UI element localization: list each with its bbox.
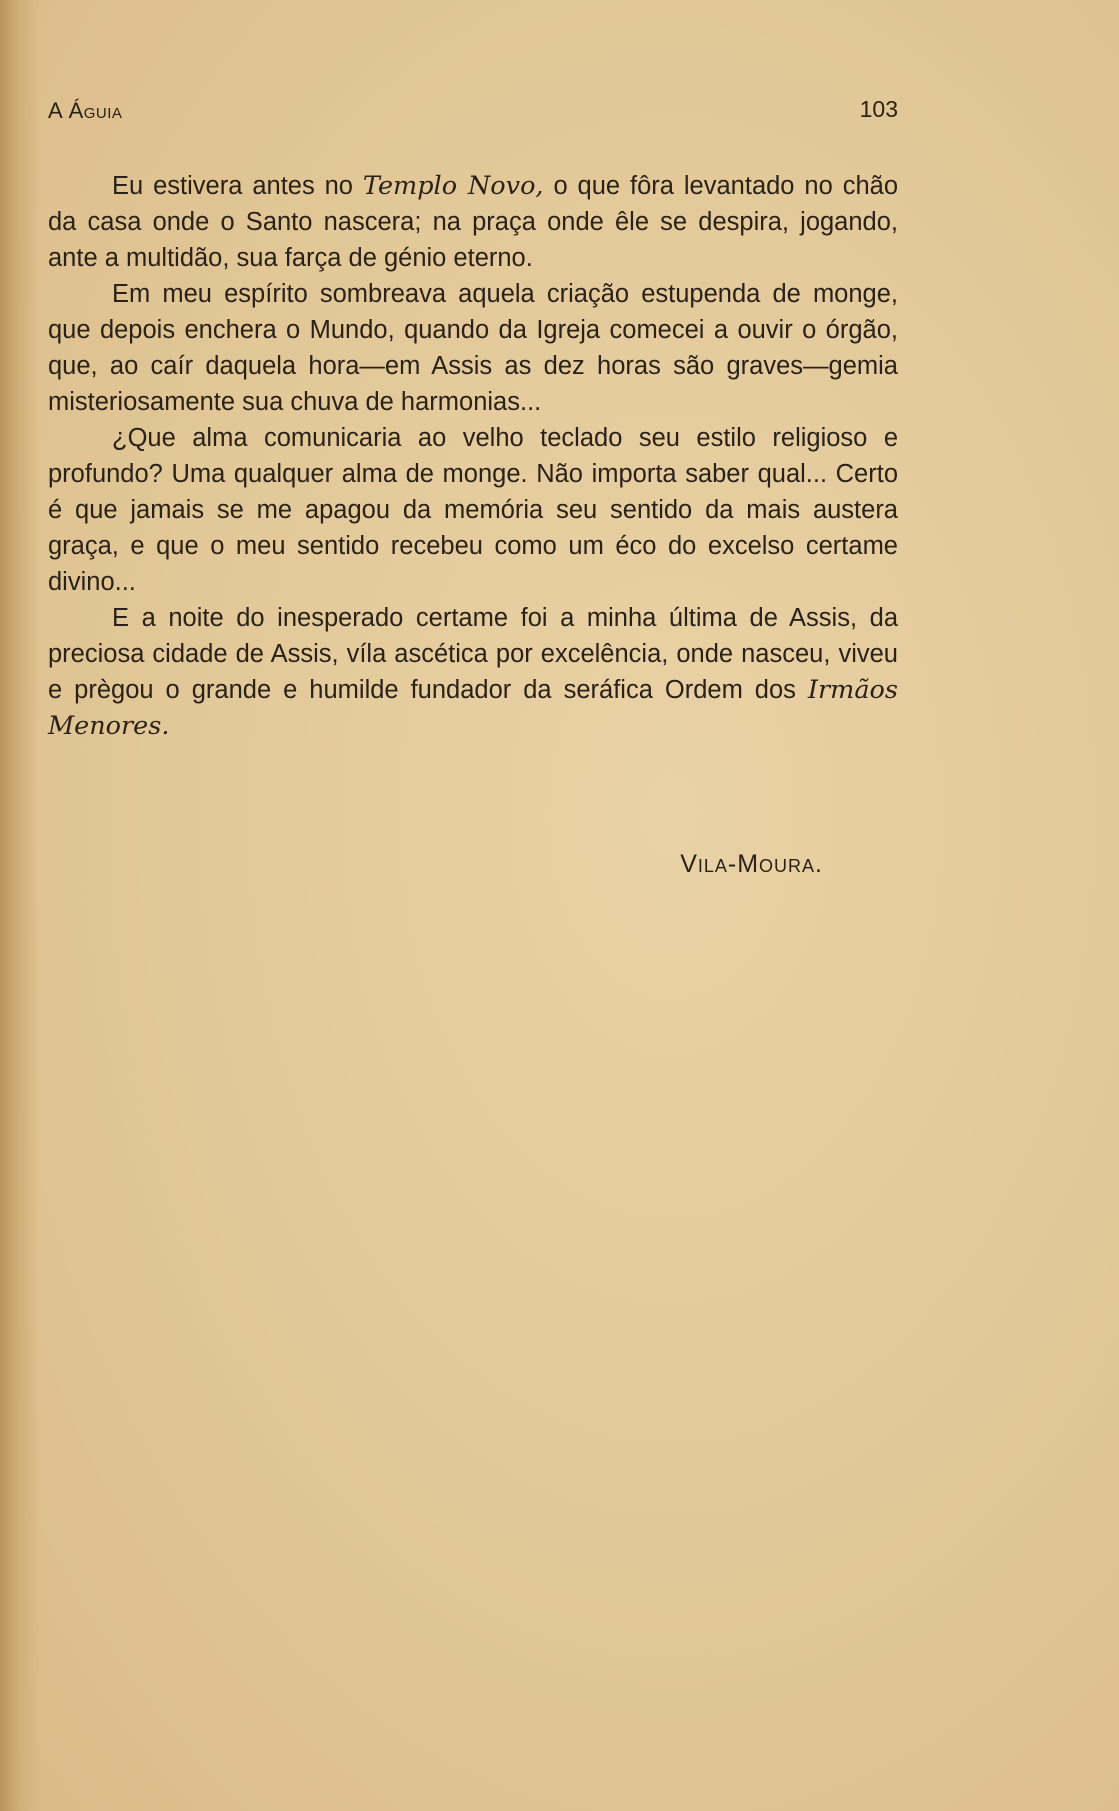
- paragraph-2: Em meu espírito sombreava aquela criação estupenda de monge, que depois enchera o Mundo, quando da Igreja comecei a ouvir o órgão, que, ao caír daquela hora—em Assis as dez horas são graves—gemia misteriosamente sua chuva de harmonias...: [48, 280, 898, 416]
- paragraph-3: ¿Que alma comunicaria ao velho teclado seu estilo religioso e profundo? Uma qualquer alma de monge. Não importa saber qual... Certo é que jamais se me apagou da memória seu sentido da mais austera graça, e que o meu sentido recebeu como um éco do excelso certame divino...: [48, 424, 898, 596]
- paragraph-1-italic-title: Templo Novo,: [362, 171, 544, 201]
- page-header: [48, 96, 898, 132]
- running-title: A Águia: [48, 98, 123, 123]
- author-signature: Vila-Moura.: [680, 850, 823, 878]
- paragraph-1-text-start: Eu estivera antes no: [112, 172, 363, 200]
- show-through-texture: [430, 770, 850, 1510]
- page-number: 103: [859, 96, 898, 122]
- body-text: [48, 168, 898, 744]
- paragraph-1-text-end: o que fôra levantado no chão da casa onde o Santo nascera; na praça onde êle se despira, jogando, ante a multidão, sua farça de génio eterno.: [48, 172, 898, 272]
- paragraph-4: [48, 600, 898, 744]
- spine-shadow: [0, 0, 40, 1811]
- paragraph-4-italic-order: Irmãos Menores.: [48, 675, 898, 741]
- paragraph-4-text: E a noite do inesperado certame foi a minha última de Assis, da preciosa cidade de Assis, víla ascética por excelência, onde nasceu, viveu e prègou o grande e humilde fundador da seráfica Ordem dos: [48, 604, 898, 704]
- paragraph-1: [48, 168, 898, 276]
